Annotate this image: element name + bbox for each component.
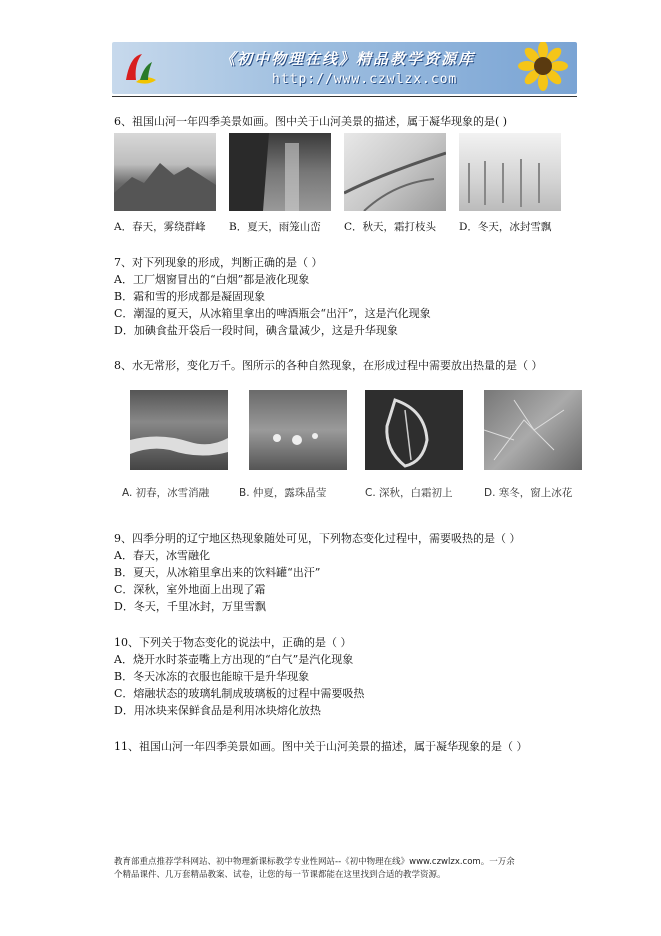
q6-image-c <box>344 133 446 211</box>
q11-stem: 11、祖国山河一年四季美景如画。图中关于山河美景的描述，属于凝华现象的是（ ） <box>114 740 528 753</box>
footer-line-2: 个精品课件、几万套精品教案、试卷，让您的每一节课都能在这里找到合适的教学资源。 <box>114 870 446 880</box>
q6-image-d <box>459 133 561 211</box>
q9-option-b: B．夏天，从冰箱里拿出来的饮料罐“出汗” <box>114 566 321 579</box>
q6-caption-a: A．春天，雾绕群峰 <box>114 221 206 233</box>
q8-caption-a: A. 初春，冰雪消融 <box>122 487 210 499</box>
q8-caption-b: B. 仲夏，露珠晶莹 <box>239 487 327 499</box>
q9-stem: 9、四季分明的辽宁地区热现象随处可见，下列物态变化过程中，需要吸热的是（ ） <box>114 532 521 545</box>
q8-image-a <box>130 390 228 470</box>
header-divider <box>112 96 577 97</box>
header-url[interactable]: http://www.czwlzx.com <box>272 72 458 87</box>
header-banner <box>112 42 577 94</box>
q6-caption-c: C．秋天，霜打枝头 <box>344 221 437 233</box>
q7-option-b: B．霜和雪的形成都是凝固现象 <box>114 290 266 303</box>
q7-option-d: D．加碘食盐开袋后一段时间，碘含量减少，这是升华现象 <box>114 324 398 337</box>
q6-caption-d: D．冬天，冰封雪飘 <box>459 221 552 233</box>
q9-option-d: D．冬天，千里冰封，万里雪飘 <box>114 600 266 613</box>
q8-caption-d: D. 寒冬，窗上冰花 <box>484 487 573 499</box>
q8-caption-c: C. 深秋，白霜初上 <box>365 487 453 499</box>
q7-option-a: A．工厂烟窗冒出的“白烟”都是液化现象 <box>114 273 310 286</box>
sunflower-icon <box>507 42 577 94</box>
site-logo-icon <box>120 50 160 90</box>
q6-image-b <box>229 133 331 211</box>
q10-stem: 10、下列关于物态变化的说法中，正确的是（ ） <box>114 636 352 649</box>
q9-option-a: A．春天，冰雪融化 <box>114 549 210 562</box>
q7-option-c: C．潮湿的夏天，从冰箱里拿出的啤酒瓶会“出汗”，这是汽化现象 <box>114 307 431 320</box>
footer-line-1: 教育部重点推荐学科网站、初中物理新课标教学专业性网站--《初中物理在线》www.czwlzx.com。一万余 <box>114 857 515 867</box>
q6-stem: 6、祖国山河一年四季美景如画。图中关于山河美景的描述，属于凝华现象的是( ) <box>114 115 508 128</box>
q6-caption-b: B．夏天，雨笼山峦 <box>229 221 321 233</box>
q7-stem: 7、对下列现象的形成，判断正确的是（ ） <box>114 256 323 269</box>
q10-option-d: D．用冰块来保鲜食品是利用冰块熔化放热 <box>114 704 321 717</box>
q8-image-b <box>249 390 347 470</box>
q8-image-d <box>484 390 582 470</box>
q10-option-a: A．烧开水时茶壶嘴上方出现的“白气”是汽化现象 <box>114 653 354 666</box>
page-footer <box>114 856 554 882</box>
header-title: 《初中物理在线》精品教学资源库 <box>220 50 476 68</box>
q9-option-c: C．深秋，室外地面上出现了霜 <box>114 583 266 596</box>
q6-image-a <box>114 133 216 211</box>
q10-option-c: C．熔融状态的玻璃轧制成玻璃板的过程中需要吸热 <box>114 687 365 700</box>
q8-stem: 8、水无常形，变化万千。图所示的各种自然现象，在形成过程中需要放出热量的是（ ） <box>114 359 543 372</box>
q8-image-c <box>365 390 463 470</box>
q10-option-b: B．冬天冰冻的衣服也能晾干是升华现象 <box>114 670 310 683</box>
